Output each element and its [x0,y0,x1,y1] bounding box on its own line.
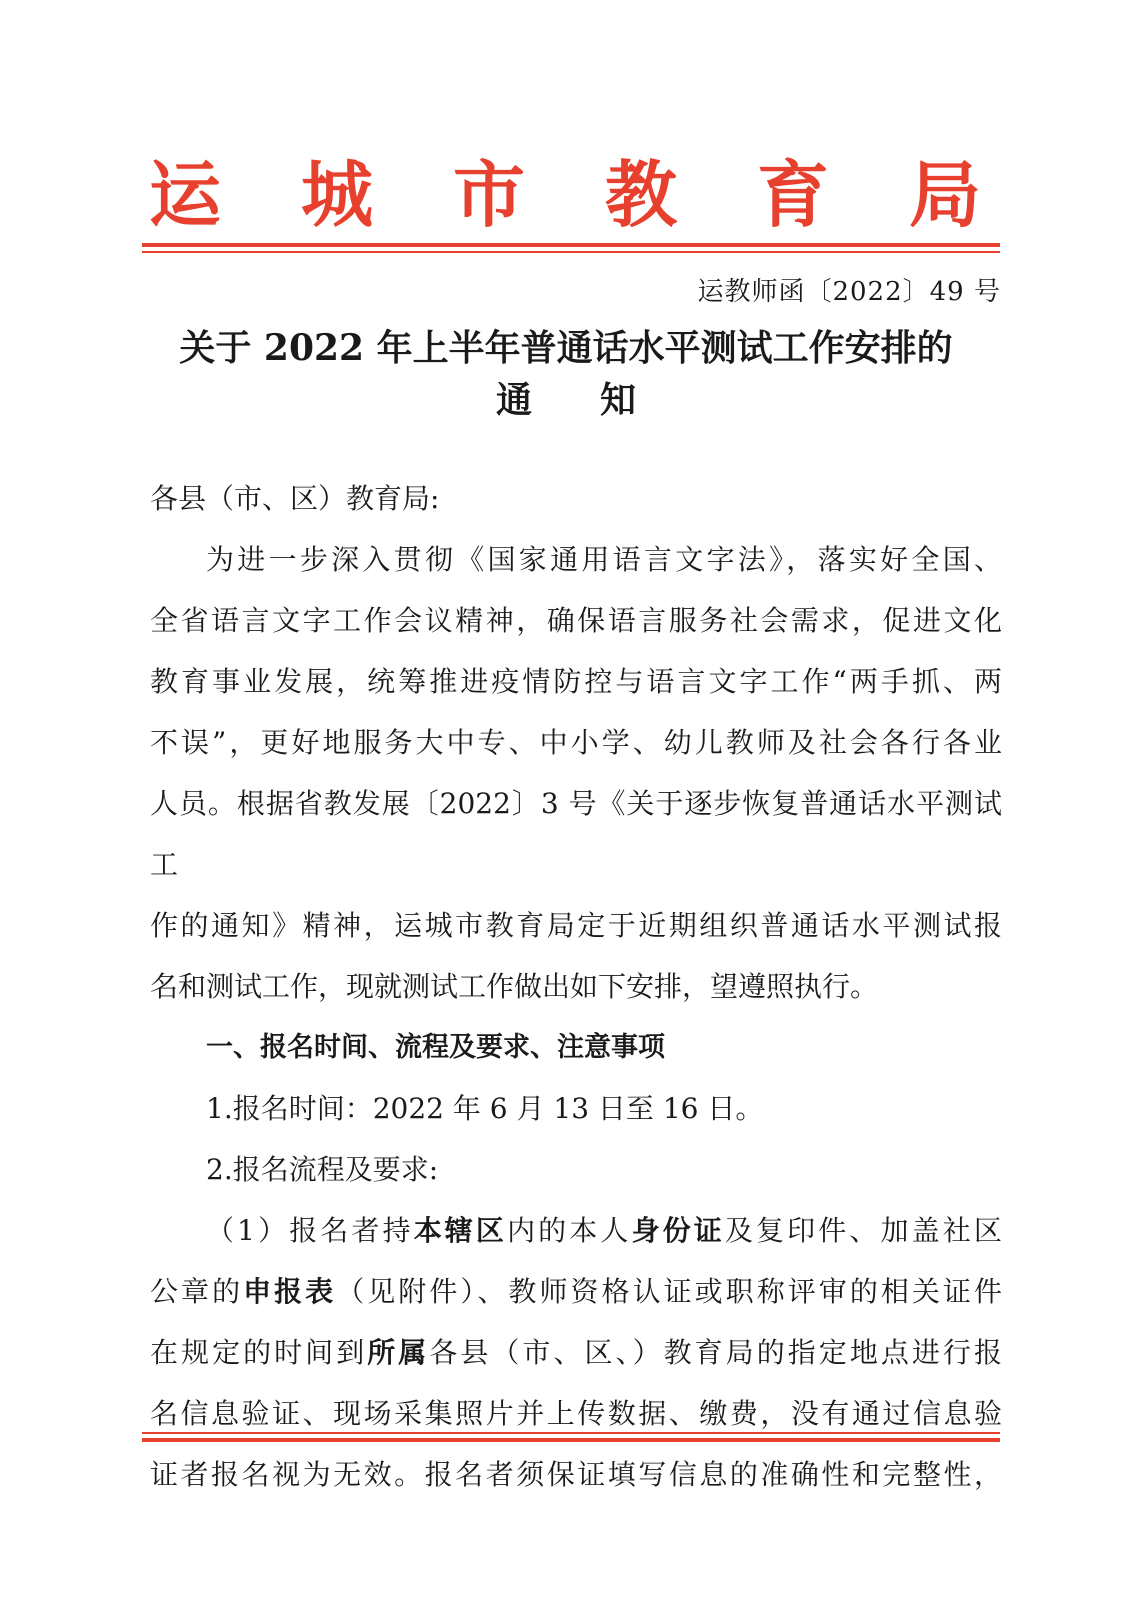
header-char: 城 [300,152,373,237]
header-char: 育 [756,152,829,237]
paragraph-line: 名信息验证、现场采集照片并上传数据、缴费，没有通过信息验 [150,1397,1002,1430]
header-divider [142,243,1000,253]
emphasis: 所属 [367,1336,430,1369]
title-line-2: 通知 [495,379,704,421]
paragraph-line: 证者报名视为无效。报名者须保证填写信息的准确性和完整性， [150,1458,1002,1491]
header-char: 运 [148,152,221,237]
paragraph-line: （1）报名者持本辖区内的本人身份证及复印件、加盖社区 [206,1214,1002,1247]
emphasis: 申报表 [243,1275,337,1308]
emphasis: 身份证 [631,1214,725,1247]
list-item: 1.报名时间：2022 年 6 月 13 日至 16 日。 [206,1092,764,1125]
paragraph-line: 全省语言文字工作会议精神，确保语言服务社会需求，促进文化 [150,604,1002,637]
emphasis: 本辖区 [413,1214,508,1247]
paragraph-line: 教育事业发展，统筹推进疫情防控与语言文字工作“两手抓、两 [150,665,1002,698]
header-char: 市 [452,152,525,237]
title-line-1: 关于 2022 年上半年普通话水平测试工作安排的 [179,327,953,369]
paragraph-line: 名和测试工作，现就测试工作做出如下安排，望遵照执行。 [150,970,879,1003]
issuer-header [140,150,990,240]
document-body [150,468,1002,1505]
footer-divider [142,1432,1000,1442]
section-heading: 一、报名时间、流程及要求、注意事项 [206,1032,665,1063]
paragraph-line: 作的通知》精神，运城市教育局定于近期组织普通话水平测试报 [150,909,1002,942]
list-item: 2.报名流程及要求: [206,1153,439,1186]
paragraph-line: 不误”，更好地服务大中专、中小学、幼儿教师及社会各行各业 [150,726,1002,759]
paragraph-line: 为进一步深入贯彻《国家通用语言文字法》，落实好全国、 [206,543,1002,576]
salutation: 各县（市、区）教育局: [150,482,440,515]
paragraph-line: 公章的申报表（见附件）、教师资格认证或职称评审的相关证件 [150,1275,1002,1308]
paragraph-line: 在规定的时间到所属各县（市、区、）教育局的指定地点进行报 [150,1336,1002,1369]
document-title [140,322,992,426]
document-number: 运教师函〔2022〕49 号 [697,277,1001,307]
header-char: 教 [604,152,677,237]
paragraph-line: 人员。根据省教发展〔2022〕3 号《关于逐步恢复普通话水平测试工 [150,787,1002,881]
header-char: 局 [908,152,981,237]
